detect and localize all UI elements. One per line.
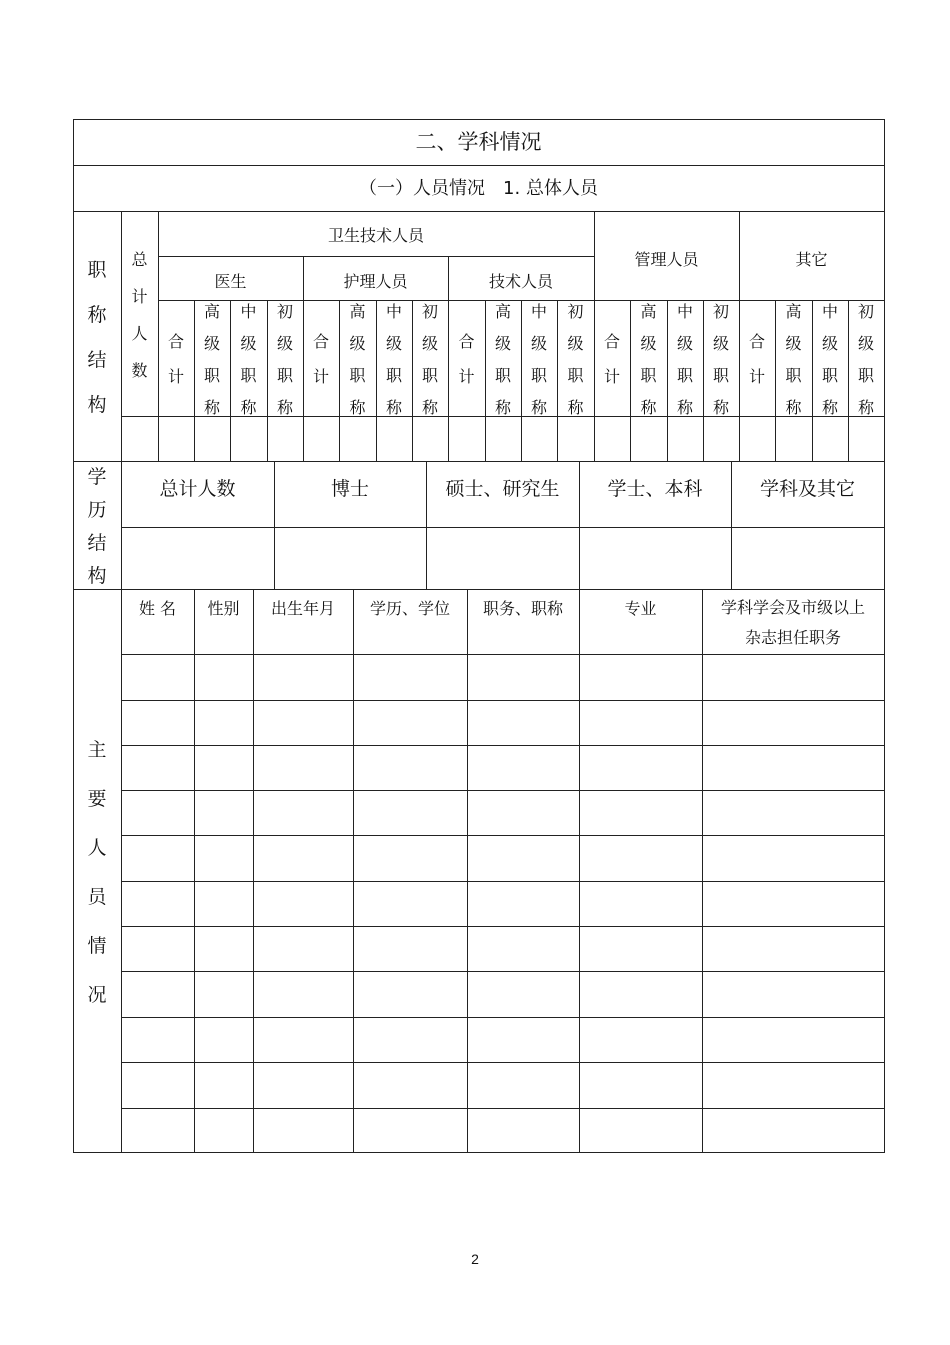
table-rule bbox=[194, 589, 195, 1153]
middle-title-header: 中 级 职 称 bbox=[385, 301, 402, 417]
table-rule bbox=[121, 971, 885, 972]
education-header: 硕士、研究生 bbox=[445, 477, 560, 500]
middle-title-header: 中 级 职 称 bbox=[530, 301, 547, 417]
education-header: 总计人数 bbox=[159, 477, 236, 500]
personnel-header: 出生年月 bbox=[270, 599, 335, 619]
section-title: 二、学科情况 bbox=[415, 129, 542, 154]
education-header: 学士、本科 bbox=[607, 477, 703, 500]
table-rule bbox=[121, 745, 885, 746]
technician-header: 技术人员 bbox=[488, 272, 553, 292]
personnel-header: 姓 名 bbox=[138, 599, 177, 619]
junior-title-header: 初 级 职 称 bbox=[567, 301, 584, 417]
table-rule bbox=[73, 1152, 885, 1153]
nursing-header: 护理人员 bbox=[343, 272, 408, 292]
senior-title-header: 高 级 职 称 bbox=[203, 301, 220, 417]
table-rule bbox=[121, 589, 122, 1153]
other-header: 其它 bbox=[795, 250, 828, 270]
section-label-main-personnel: 主 要 人 员 情 况 bbox=[87, 738, 107, 1006]
subtotal-header: 合 计 bbox=[748, 332, 765, 386]
table-rule bbox=[253, 589, 254, 1153]
table-rule bbox=[121, 654, 885, 655]
middle-title-header: 中 级 职 称 bbox=[821, 301, 838, 417]
subtotal-header: 合 计 bbox=[312, 332, 329, 386]
table-rule bbox=[121, 1017, 885, 1018]
middle-title-header: 中 级 职 称 bbox=[676, 301, 693, 417]
personnel-header: 专业 bbox=[624, 599, 657, 619]
table-rule bbox=[579, 589, 580, 1153]
section-label-title-structure: 职 称 结 构 bbox=[87, 259, 107, 416]
health-tech-header: 卫生技术人员 bbox=[327, 226, 424, 246]
senior-title-header: 高 级 职 称 bbox=[785, 301, 802, 417]
table-rule bbox=[121, 527, 885, 528]
senior-title-header: 高 级 职 称 bbox=[349, 301, 366, 417]
management-header: 管理人员 bbox=[634, 250, 699, 270]
table-rule bbox=[884, 119, 885, 1153]
table-rule bbox=[158, 256, 595, 257]
table-rule bbox=[467, 589, 468, 1153]
section-label-education: 学 历 结 构 bbox=[87, 466, 107, 587]
personnel-header: 学历、学位 bbox=[369, 599, 450, 619]
subtotal-header: 合 计 bbox=[603, 332, 620, 386]
middle-title-header: 中 级 职 称 bbox=[240, 301, 257, 417]
table-rule bbox=[121, 790, 885, 791]
junior-title-header: 初 级 职 称 bbox=[857, 301, 874, 417]
subtotal-header: 合 计 bbox=[458, 332, 475, 386]
junior-title-header: 初 级 职 称 bbox=[421, 301, 438, 417]
senior-title-header: 高 级 职 称 bbox=[494, 301, 511, 417]
doctor-header: 医生 bbox=[214, 272, 247, 292]
subtotal-header: 合 计 bbox=[167, 332, 184, 386]
table-rule bbox=[73, 211, 885, 212]
personnel-header: 职务、职称 bbox=[482, 599, 563, 619]
personnel-header: 学科学会及市级以上杂志担任职务 bbox=[720, 598, 865, 647]
senior-title-header: 高 级 职 称 bbox=[640, 301, 657, 417]
table-rule bbox=[121, 700, 885, 701]
table-rule bbox=[121, 1062, 885, 1063]
total-count-header: 总 计 人 数 bbox=[131, 249, 148, 380]
table-rule bbox=[121, 926, 885, 927]
table-rule bbox=[121, 1108, 885, 1109]
page-number: 2 bbox=[471, 1251, 479, 1267]
personnel-header: 性别 bbox=[207, 599, 240, 619]
table-rule bbox=[353, 589, 354, 1153]
table-rule bbox=[121, 835, 885, 836]
junior-title-header: 初 级 职 称 bbox=[712, 301, 729, 417]
section-subtitle: （一）人员情况 1. 总体人员 bbox=[359, 177, 598, 199]
junior-title-header: 初 级 职 称 bbox=[276, 301, 293, 417]
education-header: 博士 bbox=[330, 477, 369, 500]
education-header: 学科及其它 bbox=[759, 477, 855, 500]
table-rule bbox=[121, 881, 885, 882]
table-rule bbox=[702, 589, 703, 1153]
